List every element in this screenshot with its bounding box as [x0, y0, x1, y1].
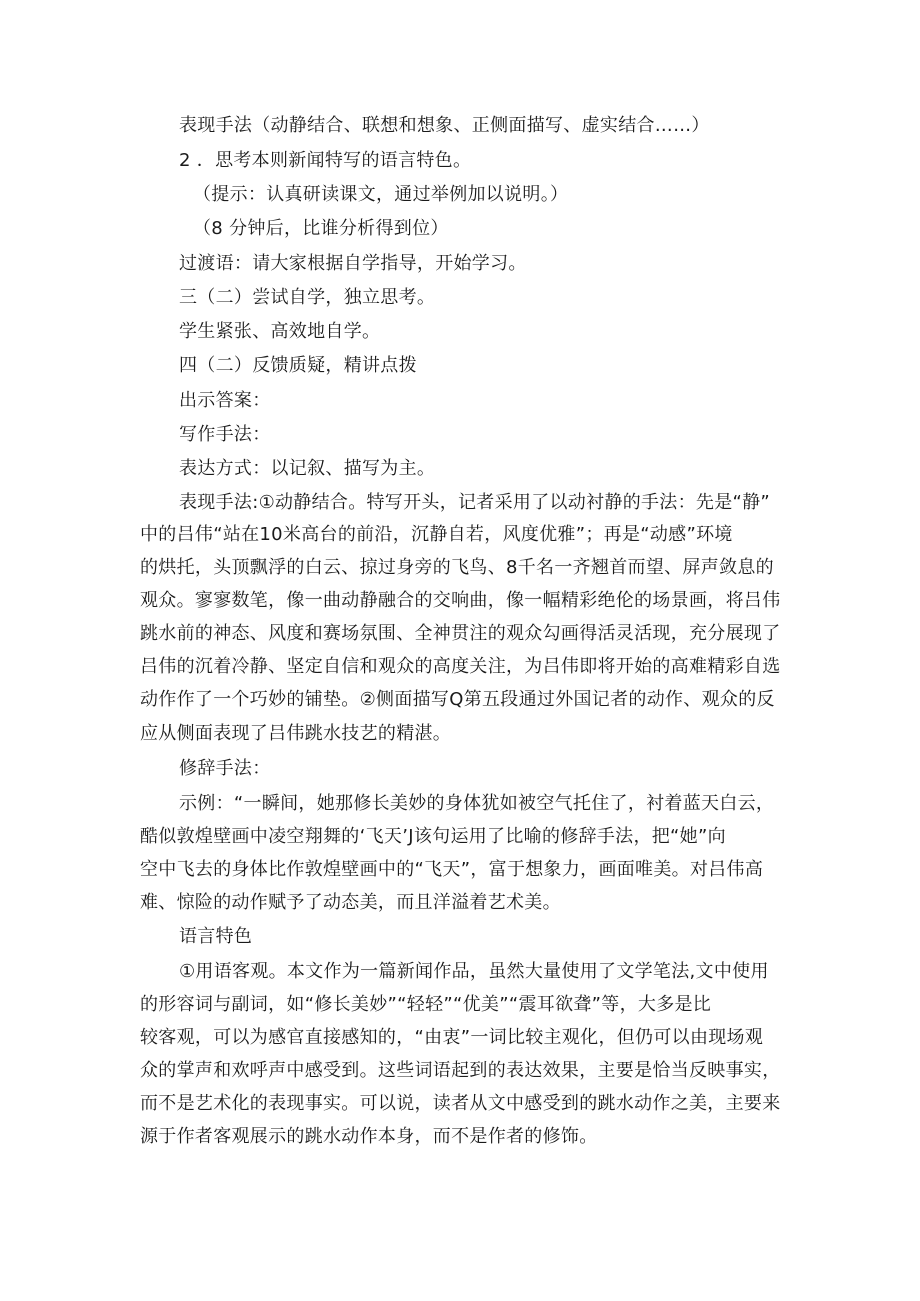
text-line: 表达方式：以记叙、描写为主。: [179, 458, 436, 479]
text-line: 难、惊险的动作赋予了动态美，而且洋溢着艺术美。: [140, 892, 561, 913]
text-line: 2 ．思考本则新闻特写的语言特色。: [179, 150, 472, 171]
text-line: 示例：“一瞬间，她那修长美妙的身体犹如被空气托住了，衬着蓝天白云，: [179, 793, 775, 814]
text-line: 写作手法：: [179, 424, 271, 445]
text-line: ①用语客观。本文作为一篇新闻作品，虽然大量使用了文学笔法,文中使用: [179, 961, 769, 982]
text-line: 学生紧张、高效地自学。: [179, 321, 381, 342]
text-line: 源于作者客观展示的跳水动作本身，而不是作者的修饰。: [140, 1126, 598, 1147]
text-line: 酷似敦煌壁画中凌空翔舞的‘飞天’J该句运用了比喻的修辞手法，把“她”向: [140, 826, 726, 847]
text-line: 中的吕伟“站在10米高台的前沿，沉静自若，风度优雅”；再是“动感”环境: [140, 524, 733, 545]
text-line: 吕伟的沉着冷静、坚定自信和观众的高度关注，为吕伟即将开始的高难精彩自选: [140, 656, 781, 677]
text-line: 观众。寥寥数笔，像一曲动静融合的交响曲，像一幅精彩绝伦的场景画，将吕伟: [140, 590, 781, 611]
text-line: 表现手法:①动静结合。特写开头，记者采用了以动衬静的手法：先是“静”: [179, 492, 771, 513]
text-line: 出示答案：: [179, 390, 271, 411]
text-line: 四（二）反馈质疑，精讲点拨: [179, 355, 417, 376]
text-line: 三（二）尝试自学，独立思考。: [179, 287, 436, 308]
text-line: 较客观，可以为感官直接感知的，“由衷”一词比较主观化，但仍可以由现场观: [140, 1027, 764, 1048]
text-line: 表现手法（动静结合、联想和想象、正侧面描写、虚实结合……）: [179, 115, 710, 136]
text-line: 的形容词与副词，如“修长美妙”“轻轻”“优美”“震耳欲聋”等，大多是比: [140, 994, 712, 1015]
text-line: （提示：认真研读课文，通过举例加以说明。）: [193, 184, 569, 205]
text-line: 而不是艺术化的表现事实。可以说，读者从文中感受到的跳水动作之美，主要来: [140, 1093, 781, 1114]
text-line: 动作作了一个巧妙的铺垫。②侧面描写Q第五段通过外国记者的动作、观众的反: [140, 689, 775, 710]
text-line: 众的掌声和欢呼声中感受到。这些词语起到的表达效果，主要是恰当反映事实，: [140, 1060, 781, 1081]
text-line: 应从侧面表现了吕伟跳水技艺的精湛。: [140, 723, 452, 744]
text-line: 空中飞去的身体比作敦煌壁画中的“飞天”，富于想象力，画面唯美。对吕伟高: [140, 859, 764, 880]
text-line: 修辞手法：: [179, 758, 271, 779]
text-line: 跳水前的神态、风度和赛场氛围、全神贯注的观众勾画得活灵活现，充分展现了: [140, 623, 781, 644]
text-line: 过渡语：请大家根据自学指导，开始学习。: [179, 253, 527, 274]
text-line: 的烘托，头顶飘浮的白云、掠过身旁的飞鸟、8千名一齐翘首而望、屏声敛息的: [140, 557, 774, 578]
text-line: 语言特色: [179, 926, 253, 947]
text-line: （8 分钟后，比谁分析得到位）: [193, 218, 449, 239]
